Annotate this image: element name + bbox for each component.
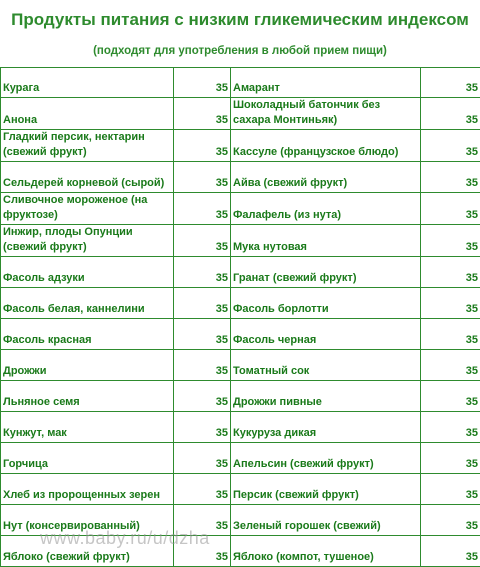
food-name-left: Нут (консервированный): [1, 505, 174, 536]
table-row: [1, 412, 480, 443]
table-row: [1, 350, 480, 381]
table-row: [1, 98, 480, 130]
table-row: [1, 130, 480, 162]
table-row: [1, 474, 480, 505]
gi-value-left: 35: [174, 288, 231, 319]
food-name-left: Анона: [1, 98, 174, 130]
food-name-right: Кассуле (французское блюдо): [231, 130, 421, 162]
gi-value-right: 35: [421, 225, 480, 257]
food-name-left: Сельдерей корневой (сырой): [1, 162, 174, 193]
food-name-left: Инжир, плоды Опунции (свежий фрукт): [1, 225, 174, 257]
food-table: [0, 67, 480, 567]
food-name-right: Айва (свежий фрукт): [231, 162, 421, 193]
food-name-right: Мука нутовая: [231, 225, 421, 257]
gi-value-right: 35: [421, 381, 480, 412]
food-name-left: Гладкий персик, нектарин (свежий фрукт): [1, 130, 174, 162]
gi-value-left: 35: [174, 319, 231, 350]
gi-value-left: 35: [174, 412, 231, 443]
table-row: [1, 193, 480, 225]
gi-value-right: 35: [421, 193, 480, 225]
food-name-right: Кукуруза дикая: [231, 412, 421, 443]
gi-value-left: 35: [174, 443, 231, 474]
gi-value-right: 35: [421, 319, 480, 350]
page-subtitle: (подходят для употребления в любой прием пищи): [0, 45, 480, 57]
food-name-right: Шоколадный батончик без сахара Монтиньяк): [231, 98, 421, 130]
food-name-right: Персик (свежий фрукт): [231, 474, 421, 505]
food-name-right: Дрожжи пивные: [231, 381, 421, 412]
food-name-right: Гранат (свежий фрукт): [231, 257, 421, 288]
food-name-left: Хлеб из пророщенных зерен: [1, 474, 174, 505]
food-name-left: Горчица: [1, 443, 174, 474]
gi-value-left: 35: [174, 162, 231, 193]
gi-value-right: 35: [421, 288, 480, 319]
food-name-right: Томатный сок: [231, 350, 421, 381]
table-row: [1, 257, 480, 288]
gi-value-left: 35: [174, 381, 231, 412]
food-name-left: Фасоль адзуки: [1, 257, 174, 288]
gi-value-left: 35: [174, 505, 231, 536]
gi-value-left: 35: [174, 350, 231, 381]
page-title: Продукты питания с низким гликемическим индексом: [0, 10, 480, 30]
food-name-right: Апельсин (свежий фрукт): [231, 443, 421, 474]
gi-value-right: 35: [421, 505, 480, 536]
table-row: [1, 381, 480, 412]
food-name-right: Яблоко (компот, тушеное): [231, 536, 421, 567]
food-name-left: Сливочное мороженое (на фруктозе): [1, 193, 174, 225]
food-name-left: Фасоль красная: [1, 319, 174, 350]
food-name-right: Фасоль борлотти: [231, 288, 421, 319]
table-row: [1, 288, 480, 319]
watermark: www.baby.ru/u/dzha: [40, 528, 210, 549]
food-name-right: Амарант: [231, 68, 421, 98]
gi-value-left: 35: [174, 98, 231, 130]
gi-value-right: 35: [421, 162, 480, 193]
food-name-left: Курага: [1, 68, 174, 98]
food-name-left: Фасоль белая, каннелини: [1, 288, 174, 319]
table-row: [1, 443, 480, 474]
gi-value-right: 35: [421, 257, 480, 288]
food-name-right: Фалафель (из нута): [231, 193, 421, 225]
food-name-left: Льняное семя: [1, 381, 174, 412]
gi-value-left: 35: [174, 225, 231, 257]
gi-value-right: 35: [421, 474, 480, 505]
gi-value-right: 35: [421, 130, 480, 162]
gi-value-left: 35: [174, 193, 231, 225]
food-name-right: Фасоль черная: [231, 319, 421, 350]
gi-value-left: 35: [174, 130, 231, 162]
gi-value-right: 35: [421, 350, 480, 381]
food-name-left: Яблоко (свежий фрукт): [1, 536, 174, 567]
table-row: [1, 225, 480, 257]
gi-value-left: 35: [174, 474, 231, 505]
gi-value-right: 35: [421, 68, 480, 98]
food-name-left: Кунжут, мак: [1, 412, 174, 443]
table-row: [1, 68, 480, 98]
gi-value-right: 35: [421, 443, 480, 474]
food-name-left: Дрожжи: [1, 350, 174, 381]
gi-value-right: 35: [421, 98, 480, 130]
table-row: [1, 162, 480, 193]
food-name-right: Зеленый горошек (свежий): [231, 505, 421, 536]
gi-value-left: 35: [174, 68, 231, 98]
gi-value-right: 35: [421, 412, 480, 443]
gi-value-left: 35: [174, 257, 231, 288]
gi-value-right: 35: [421, 536, 480, 567]
gi-value-left: 35: [174, 536, 231, 567]
table-row: [1, 319, 480, 350]
